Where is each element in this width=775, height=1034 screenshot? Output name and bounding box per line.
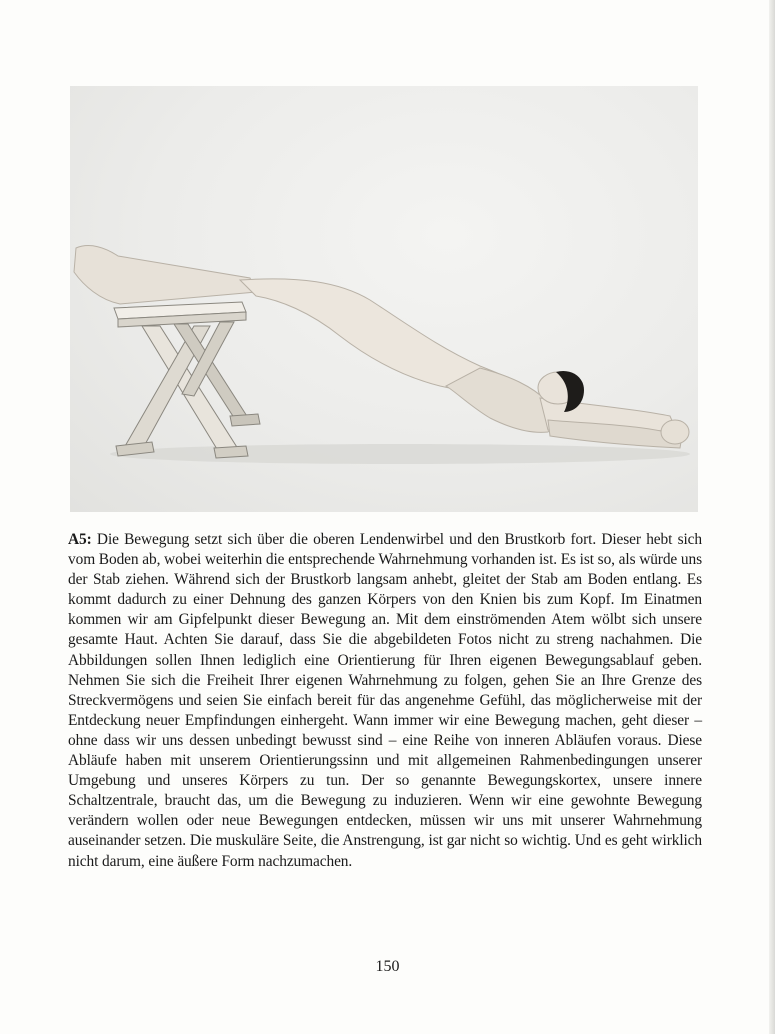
caption-label: A5: bbox=[68, 531, 92, 548]
caption-paragraph bbox=[68, 530, 702, 872]
stool bbox=[114, 302, 260, 458]
page-number: 150 bbox=[375, 958, 400, 975]
exercise-photo bbox=[70, 86, 698, 512]
caption-text: Die Bewegung setzt sich über die oberen Lendenwirbel und den Brustkorb fort. Dieser hebt sich vom Boden ab, wobei weiterhin die entsprechende Wahrnehmung vorhanden ist. Es ist so, als würde uns der Stab ziehen. Während sich der Brustkorb langsam anhebt, gleitet der Stab am Boden entlang. Es kommt dadurch zu einer Dehnung des ganzen Körpers von den Knien bis zum Kopf. Im Einatmen kommen wir am Gipfelpunkt dieser Bewegung an. Mit dem einströmenden Atem wölbt sich unsere gesamte Haut. Achten Sie darauf, dass Sie die abgebildeten Fotos nicht zu streng nachahmen. Die Abbildungen sollen Ihnen lediglich eine Orientierung für Ihren eigenen Bewegungsablauf geben. Nehmen Sie sich die Freiheit Ihrer eigenen Wahrnehmung zu folgen, gehen Sie an Ihre Grenze des Streckvermögens und seien Sie einfach bereit für das angenehme Gefühl, das möglicherweise mit der Entdeckung neuer Empfindungen einhergeht. Wann immer wir eine Bewegung machen, geht dieser – ohne dass wir uns dessen unbedingt bewusst sind – eine Reihe von inneren Abläufen voraus. Diese Abläufe haben mit unserem Orientierungssinn und mit allgemeinen Rahmenbedingungen unserer Umgebung und unseres Körpers zu tun. Der so genannte Bewegungskortex, unsere innere Schaltzentrale, braucht das, um die Bewegung zu induzieren. Wenn wir eine gewohnte Bewegung verändern wollen oder neue Bewegungen entdecken, müssen wir uns mit unserer Wahrnehmung auseinander setzen. Die muskuläre Seite, die Anstrengung, ist gar nicht so wichtig. Und es geht wirklich nicht darum, eine äußere Form nachzumachen. bbox=[68, 531, 702, 870]
page-edge bbox=[769, 0, 775, 1034]
